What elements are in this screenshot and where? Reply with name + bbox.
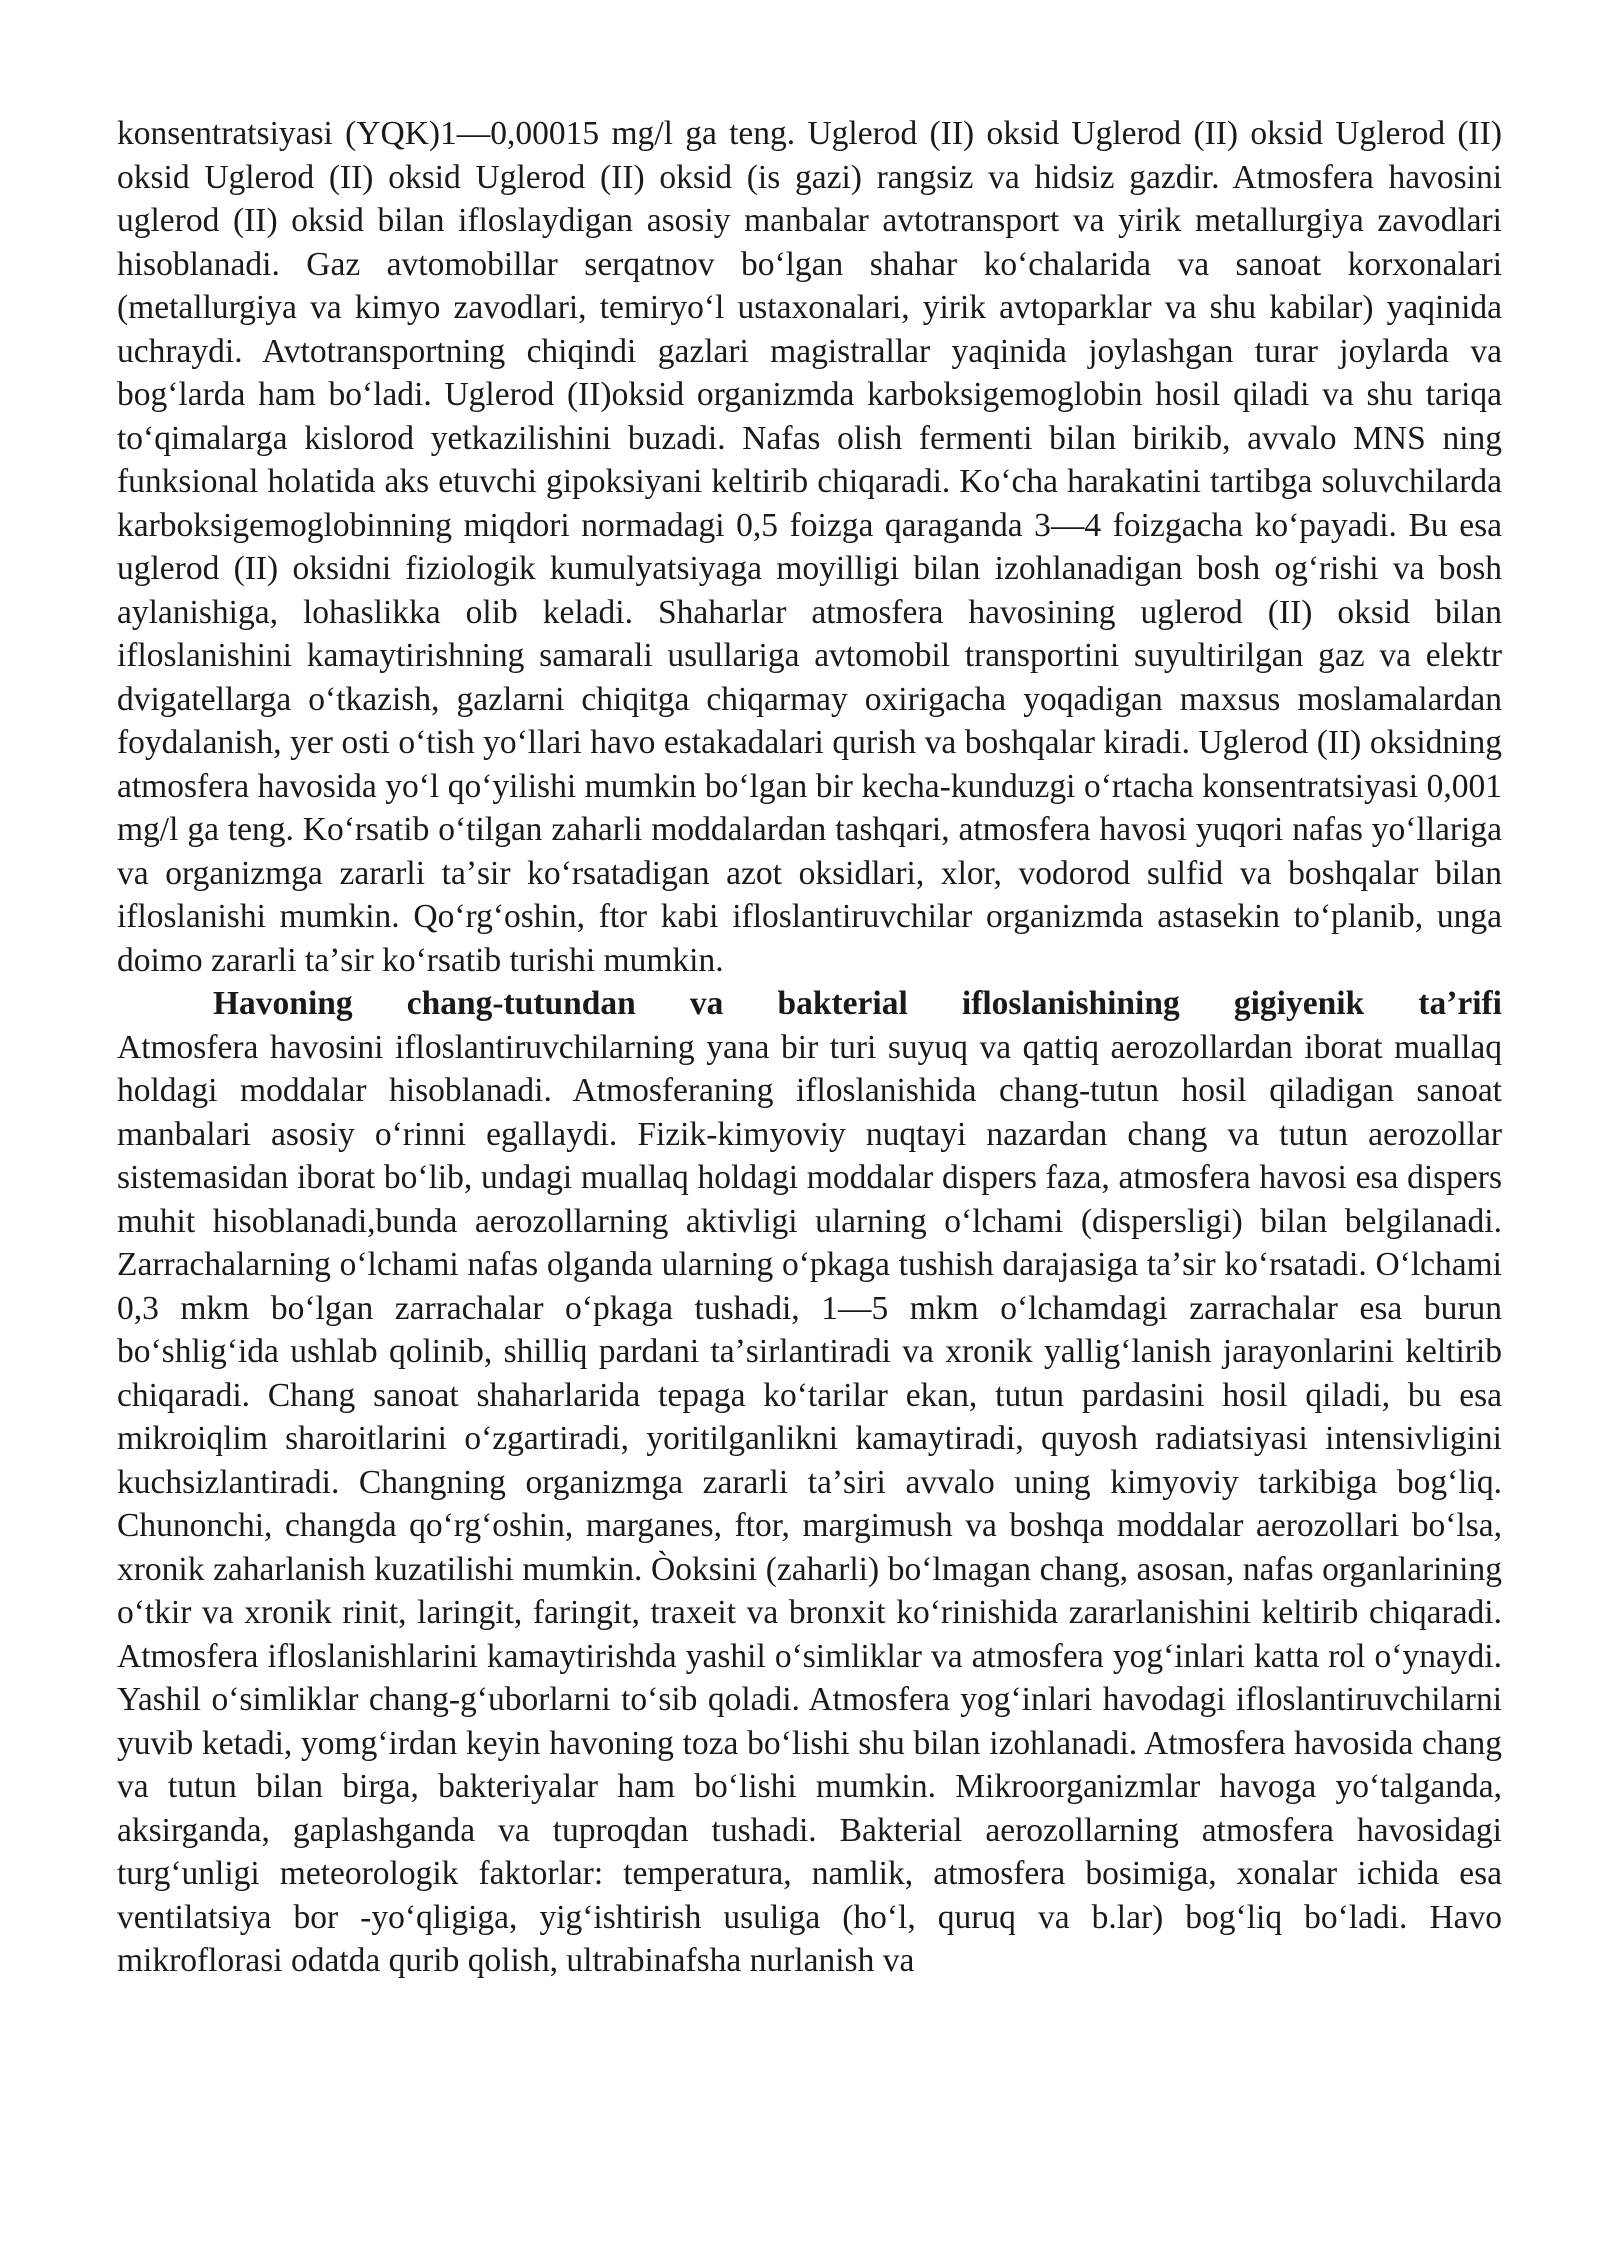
body-paragraph-carbon-monoxide: konsentratsiyasi (YQK)1—0,00015 mg/l ga teng. Uglerod (II) oksid Uglerod (II) oksid Uglerod (II) oksid Uglerod (II) oksid Uglerod (II) oksid (is gazi) rangsiz va hidsiz gazdir. Atmosfera havosini uglerod (II) oksid bilan ifloslaydigan asosiy manbalar avtotransport va yirik metallurgiya zavodlari hisoblanadi. Gaz avtomobillar serqatnov boʻlgan shahar koʻchalarida va sanoat korxonalari (metallurgiya va kimyo zavodlari, temiryoʻl ustaxonalari, yirik avtoparklar va shu kabilar) yaqinida uchraydi. Avtotransportning chiqindi gazlari magistrallar yaqinida joylashgan turar joylarda va bogʻlarda ham boʻladi. Uglerod (II)oksid organizmda karboksigemoglobin hosil qiladi va shu tariqa toʻqimalarga kislorod yetkazilishini buzadi. Nafas olish fermenti bilan birikib, avvalo MNS ning funksional holatida aks etuvchi gipoksiyani keltirib chiqaradi. Koʻcha harakatini tartibga soluvchilarda karboksigemoglobinning miqdori normadagi 0,5 foizga qaraganda 3—4 foizgacha koʻpayadi. Bu esa uglerod (II) oksidni fiziologik kumulyatsiyaga moyilligi bilan izohlanadigan bosh ogʻrishi va bosh aylanishiga, lohaslikka olib keladi. Shaharlar atmosfera havosining uglerod (II) oksid bilan ifloslanishini kamaytirishning samarali usullariga avtomobil transportini suyultirilgan gaz va elektr dvigatellarga oʻtkazish, gazlarni chiqitga chiqarmay oxirigacha yoqadigan maxsus moslamalardan foydalanish, yer osti oʻtish yoʻllari havo estakadalari qurish va boshqalar kiradi. Uglerod (II) oksidning atmosfera havosida yoʻl qoʻyilishi mumkin boʻlgan bir kecha-kunduzgi oʻrtacha konsentratsiyasi 0,001 mg/l ga teng. Koʻrsatib oʻtilgan zaharli moddalardan tashqari, atmosfera havosi yuqori nafas yoʻllariga va organizmga zararli taʼsir koʻrsatadigan azot oksidlari, xlor, vodorod sulfid va boshqalar bilan ifloslanishi mumkin. Qoʻrgʻoshin, ftor kabi ifloslantiruvchilar organizmda astasekin toʻplanib, unga doimo zararli taʼsir koʻrsatib turishi mumkin. — [117, 115, 1502, 979]
body-paragraph-dust-bacteria: Atmosfera havosini ifloslantiruvchilarning yana bir turi suyuq va qattiq aerozollardan iborat muallaq holdagi moddalar hisoblanadi. Atmosferaning ifloslanishida chang-tutun hosil qiladigan sanoat manbalari asosiy oʻrinni egallaydi. Fizik-kimyoviy nuqtayi nazardan chang va tutun aerozollar sistemasidan iborat boʻlib, undagi muallaq holdagi moddalar dispers faza, atmosfera havosi esa dispers muhit hisoblanadi,bunda aerozollarning aktivligi ularning oʻlchami (dispersligi) bilan belgilanadi. Zarrachalarning oʻlchami nafas olganda ularning oʻpkaga tushish darajasiga taʼsir koʻrsatadi. Oʻlchami 0,3 mkm boʻlgan zarrachalar oʻpkaga tushadi, 1—5 mkm oʻlchamdagi zarrachalar esa burun boʻshligʻida ushlab qolinib, shilliq pardani taʼsirlantiradi va xronik yalligʻlanish jarayonlarini keltirib chiqaradi. Chang sanoat shaharlarida tepaga koʻtarilar ekan, tutun pardasini hosil qiladi, bu esa mikroiqlim sharoitlarini oʻzgartiradi, yoritilganlikni kamaytiradi, quyosh radiatsiyasi intensivligini kuchsizlantiradi. Changning organizmga zararli taʼsiri avvalo uning kimyoviy tarkibiga bogʻliq. Chunonchi, changda qoʻrgʻoshin, marganes, ftor, margimush va boshqa moddalar aerozollari boʻlsa, xronik zaharlanish kuzatilishi mumkin. Òoksini (zaharli) boʻlmagan chang, asosan, nafas organlarining oʻtkir va xronik rinit, laringit, faringit, traxeit va bronxit koʻrinishida zararlanishini keltirib chiqaradi. Atmosfera ifloslanishlarini kamaytirishda yashil oʻsimliklar va atmosfera yogʻinlari katta rol oʻynaydi. Yashil oʻsimliklar chang-gʻuborlarni toʻsib qoladi. Atmosfera yogʻinlari havodagi ifloslantiruvchilarni yuvib ketadi, yomgʻirdan keyin havoning toza boʻlishi shu bilan izohlanadi. Atmosfera havosida chang va tutun bilan birga, bakteriyalar ham boʻlishi mumkin. Mikroorganizmlar havoga yoʻtalganda, aksirganda, gaplashganda va tuproqdan tushadi. Bakterial aerozollarning atmosfera havosidagi turgʻunligi meteorologik faktorlar: temperatura, namlik, atmosfera bosimiga, xonalar ichida esa ventilatsiya bor -yoʻqligiga, yigʻishtirish usuliga (hoʻl, quruq va b.lar) bogʻliq boʻladi. Havo mikroflorasi odatda qurib qolish, ultrabinafsha nurlanish va — [117, 1028, 1502, 1979]
section-heading: Havoning chang-tutundan va bakterial ifloslanishining gigiyenik taʼrifi — [213, 985, 1502, 1022]
document-page — [117, 112, 1502, 1983]
